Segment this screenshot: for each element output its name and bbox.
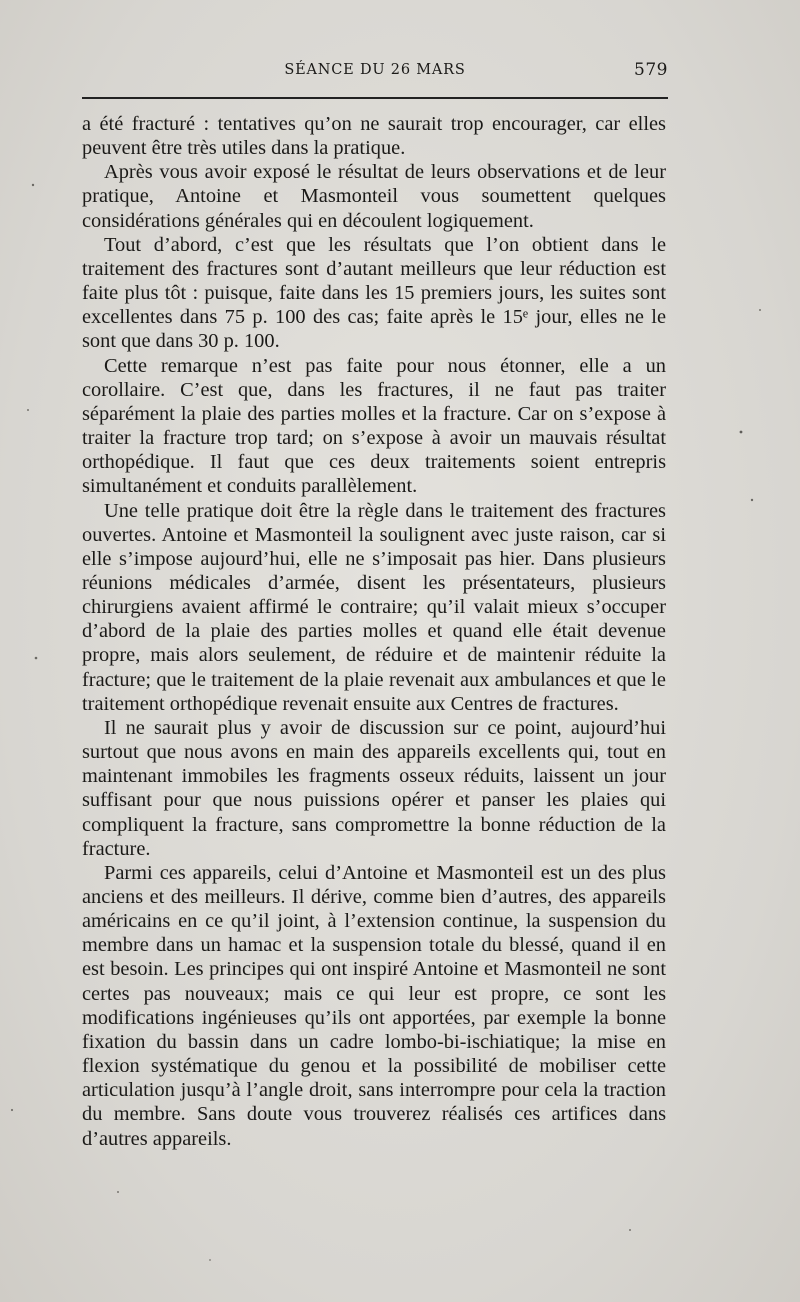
page-number: 579 [634,60,668,80]
running-title: SÉANCE DU 26 MARS [284,62,466,78]
paragraph-2: Après vous avoir exposé le résultat de leurs observations et de leur pratique, Antoine et Masmonteil vous soumettent quelques considérations générales qui en découlent logiquement. [82,161,666,232]
paragraph-6: Il ne saurait plus y avoir de discussion sur ce point, aujourd’hui surtout que nous avons en main des appareils excellents qui, tout en maintenant immobiles les fragments osseux réduits, laissent un jour suffisant pour que nous puissions opérer et panser les plaies qui compliquent la fracture, sans compromettre la bonne réduction de la fracture. [82,716,666,860]
paragraph-1: a été fracturé : tentatives qu’on ne saurait trop encourager, car elles peuvent être très utiles dans la pratique. [82,113,666,160]
paragraph-4: Cette remarque n’est pas faite pour nous étonner, elle a un corollaire. C’est que, dans les fractures, il ne faut pas traiter séparément la plaie des parties molles et la fracture. Car on s’expose à traiter la fracture trop tard; on s’expose à avoir un mauvais résultat orthopédique. Il faut que ces deux traitements soient entrepris simultanément et conduits parallèlement. [82,354,666,498]
header-rule [82,97,668,99]
paragraph-3: Tout d’abord, c’est que les résultats que l’on obtient dans le traitement des fractures sont d’autant meilleurs que leur réduction est faite plus tôt : puisque, faite dans les 15 premiers jours, les suites sont excellentes dans 75 p. 100 des cas; faite après le 15ᵉ jour, elles ne le sont que dans 30 p. 100. [82,233,666,353]
page-header [82,60,668,84]
paragraph-5: Une telle pratique doit être la règle dans le traitement des fractures ouvertes. Antoine et Masmonteil la soulignent avec juste raison, car si elle s’impose aujourd’hui, elle ne s’imposait pas hier. Dans plusieurs réunions médicales d’armée, disent les présentateurs, plusieurs chirurgiens avaient affirmé le contraire; qu’il valait mieux s’occuper d’abord de la plaie des parties molles et quand elle était devenue propre, mais alors seulement, de réduire et de maintenir réduite la fracture; que le traitement de la plaie revenait aux ambulances et que le traitement orthopédique revenait ensuite aux Centres de fractures. [82,499,666,715]
paragraph-7: Parmi ces appareils, celui d’Antoine et Masmonteil est un des plus anciens et des meilleurs. Il dérive, comme bien d’autres, des appareils américains en ce qu’il joint, à l’extension continue, la suspension du membre dans un hamac et la suspension totale du blessé, quand il en est besoin. Les principes qui ont inspiré Antoine et Masmonteil ne sont certes pas nouveaux; mais ce qui leur est propre, ce sont les modifications ingénieuses qu’ils ont apportées, par exemple la bonne fixation du bassin dans un cadre lombo-bi-ischiatique; la mise en flexion systématique du genou et la possibilité de mobiliser cette articulation jusqu’à l’angle droit, sans interrompre pour cela la traction du membre. Sans doute vous trouverez réalisés ces artifices dans d’autres appareils. [82,861,666,1150]
body-text [82,112,666,1151]
